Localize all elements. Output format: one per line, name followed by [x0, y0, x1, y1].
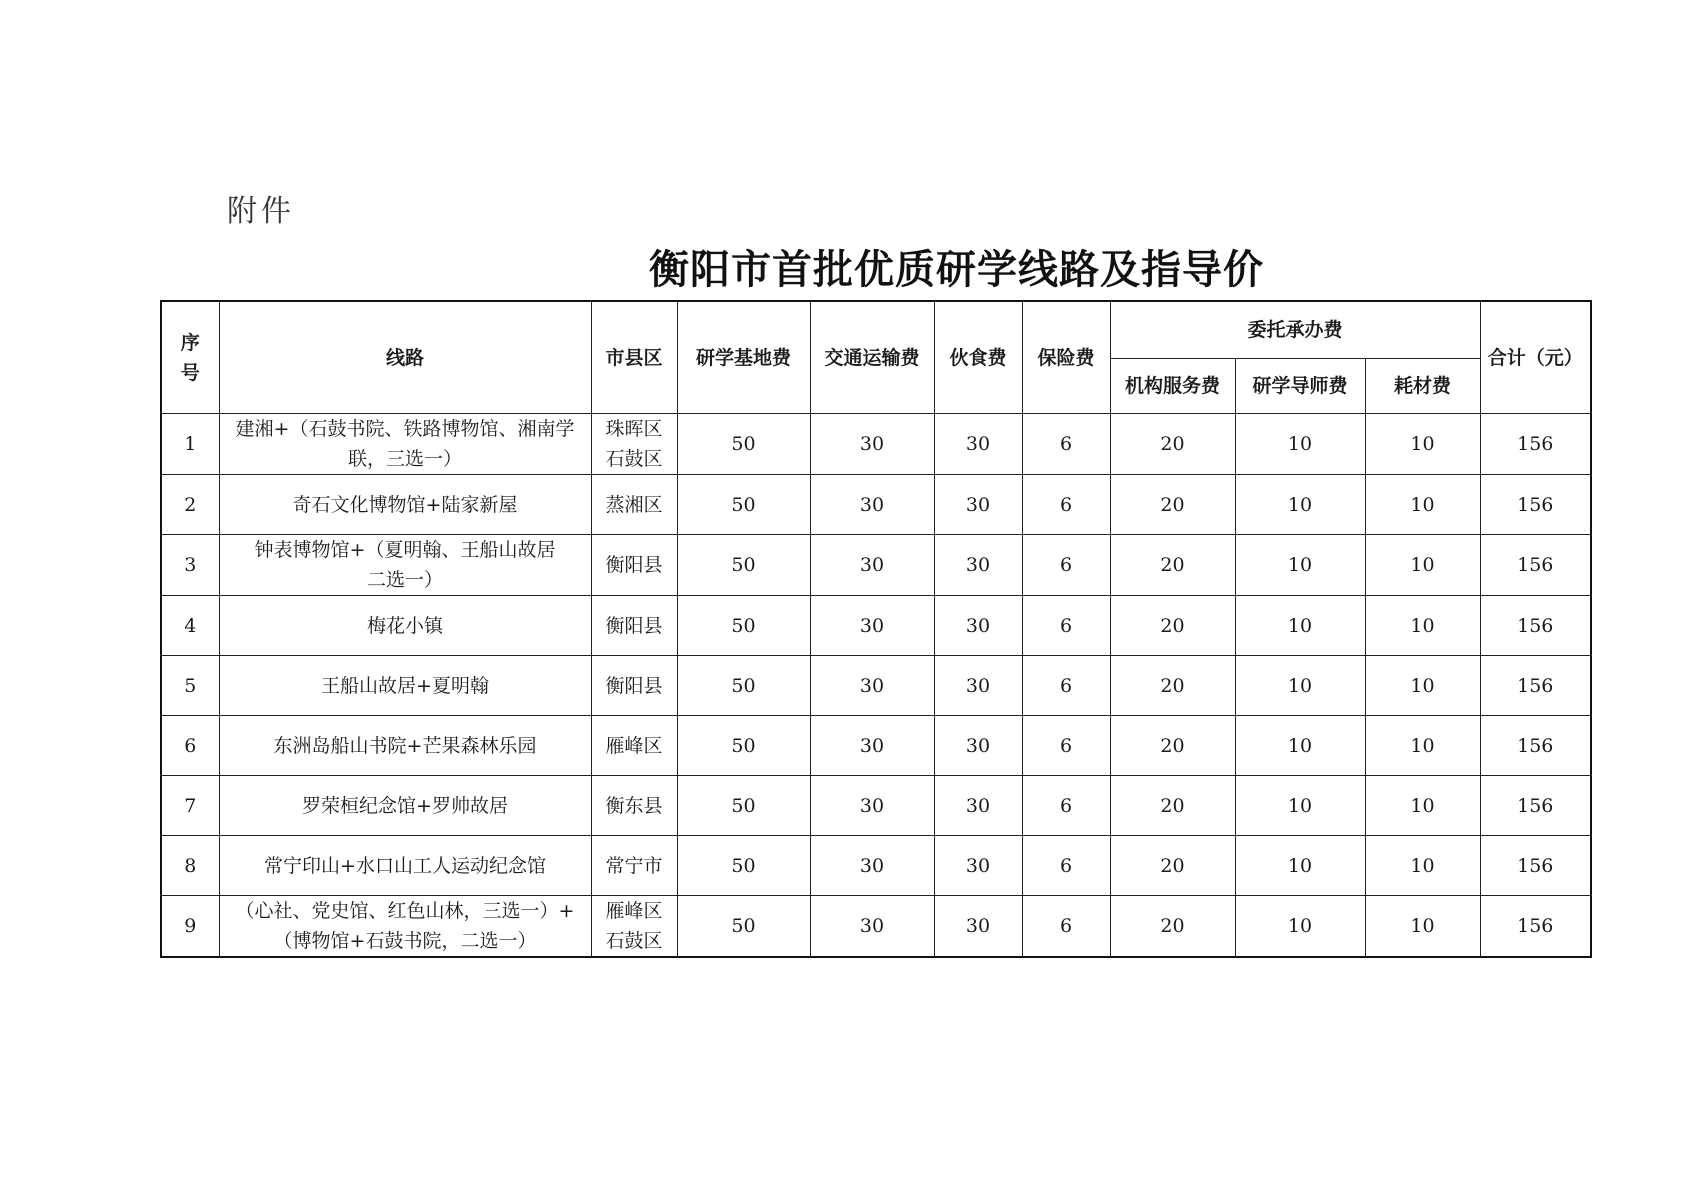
agency-fee-cell: 20	[1110, 596, 1235, 656]
tutor-fee-cell: 10	[1235, 656, 1365, 716]
meal-fee-cell: 30	[934, 596, 1022, 656]
material-fee-cell: 10	[1365, 776, 1480, 836]
total-cell: 156	[1480, 475, 1591, 535]
route-line: 罗荣桓纪念馆+罗帅故居	[302, 794, 508, 817]
route-line: 常宁印山+水口山工人运动纪念馆	[264, 854, 546, 877]
meal-fee-cell: 30	[934, 776, 1022, 836]
total-cell: 156	[1480, 414, 1591, 475]
route-cell	[219, 896, 591, 958]
route-cell	[219, 414, 591, 475]
tutor-fee-cell: 10	[1235, 535, 1365, 596]
transport-fee-cell: 30	[810, 716, 934, 776]
tutor-fee-cell: 10	[1235, 896, 1365, 958]
agency-fee-cell: 20	[1110, 716, 1235, 776]
row-no: 3	[161, 535, 219, 596]
transport-fee-cell: 30	[810, 896, 934, 958]
table-row	[161, 656, 1591, 716]
route-line: （心社、党史馆、红色山林，三选一）+	[235, 900, 575, 922]
district-line: 衡阳县	[605, 674, 663, 697]
table-row	[161, 414, 1591, 475]
route-cell	[219, 656, 591, 716]
material-fee-cell: 10	[1365, 656, 1480, 716]
route-line: 钟表博物馆+（夏明翰、王船山故居	[254, 539, 556, 561]
route-cell	[219, 836, 591, 896]
total-cell: 156	[1480, 656, 1591, 716]
header-material-fee: 耗材费	[1365, 359, 1480, 414]
header-route: 线路	[219, 301, 591, 414]
row-no: 6	[161, 716, 219, 776]
material-fee-cell: 10	[1365, 475, 1480, 535]
row-no: 7	[161, 776, 219, 836]
header-entrust-fee: 委托承办费	[1110, 301, 1480, 359]
agency-fee-cell: 20	[1110, 836, 1235, 896]
insurance-fee-cell: 6	[1022, 535, 1110, 596]
base-fee-cell: 50	[677, 414, 810, 475]
tutor-fee-cell: 10	[1235, 414, 1365, 475]
district-line: 雁峰区	[605, 734, 663, 757]
insurance-fee-cell: 6	[1022, 414, 1110, 475]
price-table	[160, 300, 1592, 958]
route-line: 奇石文化博物馆+陆家新屋	[292, 493, 518, 516]
district-line: 蒸湘区	[605, 493, 663, 516]
material-fee-cell: 10	[1365, 414, 1480, 475]
base-fee-cell: 50	[677, 776, 810, 836]
route-line: 二选一）	[366, 569, 443, 591]
base-fee-cell: 50	[677, 716, 810, 776]
agency-fee-cell: 20	[1110, 475, 1235, 535]
table-row	[161, 596, 1591, 656]
row-no: 4	[161, 596, 219, 656]
district-cell	[591, 896, 677, 958]
route-line: （博物馆+石鼓书院，二选一）	[273, 930, 537, 952]
table-row	[161, 535, 1591, 596]
meal-fee-cell: 30	[934, 896, 1022, 958]
base-fee-cell: 50	[677, 836, 810, 896]
district-cell	[591, 656, 677, 716]
route-line: 王船山故居+夏明翰	[321, 674, 489, 697]
district-line: 石鼓区	[605, 930, 663, 952]
total-cell: 156	[1480, 896, 1591, 958]
transport-fee-cell: 30	[810, 776, 934, 836]
meal-fee-cell: 30	[934, 716, 1022, 776]
agency-fee-cell: 20	[1110, 414, 1235, 475]
header-district: 市县区	[591, 301, 677, 414]
district-line: 衡阳县	[605, 554, 663, 576]
insurance-fee-cell: 6	[1022, 596, 1110, 656]
row-no: 5	[161, 656, 219, 716]
row-no: 1	[161, 414, 219, 475]
route-line: 建湘+（石鼓书院、铁路博物馆、湘南学	[235, 418, 575, 440]
base-fee-cell: 50	[677, 475, 810, 535]
header-insurance-fee: 保险费	[1022, 301, 1110, 414]
route-cell	[219, 475, 591, 535]
transport-fee-cell: 30	[810, 414, 934, 475]
header-base-fee: 研学基地费	[677, 301, 810, 414]
document-title: 衡阳市首批优质研学线路及指导价	[649, 247, 1264, 293]
route-line: 东洲岛船山书院+芒果森林乐园	[273, 734, 537, 757]
table-row	[161, 716, 1591, 776]
transport-fee-cell: 30	[810, 656, 934, 716]
district-line: 珠晖区	[605, 418, 663, 440]
district-line: 衡东县	[605, 794, 663, 817]
district-line: 衡阳县	[605, 614, 663, 637]
insurance-fee-cell: 6	[1022, 836, 1110, 896]
attachment-label: 附件	[227, 194, 295, 229]
total-cell: 156	[1480, 596, 1591, 656]
insurance-fee-cell: 6	[1022, 656, 1110, 716]
route-cell	[219, 596, 591, 656]
insurance-fee-cell: 6	[1022, 475, 1110, 535]
tutor-fee-cell: 10	[1235, 836, 1365, 896]
meal-fee-cell: 30	[934, 836, 1022, 896]
header-no: 序号	[161, 301, 219, 414]
tutor-fee-cell: 10	[1235, 475, 1365, 535]
district-line: 石鼓区	[605, 448, 663, 470]
row-no: 9	[161, 896, 219, 958]
material-fee-cell: 10	[1365, 896, 1480, 958]
row-no: 2	[161, 475, 219, 535]
route-cell	[219, 535, 591, 596]
table-row	[161, 896, 1591, 958]
district-line: 雁峰区	[605, 900, 663, 922]
table-row	[161, 776, 1591, 836]
route-cell	[219, 776, 591, 836]
meal-fee-cell: 30	[934, 656, 1022, 716]
total-cell: 156	[1480, 716, 1591, 776]
total-cell: 156	[1480, 776, 1591, 836]
header-row-1	[161, 301, 1591, 359]
tutor-fee-cell: 10	[1235, 596, 1365, 656]
route-line: 联，三选一）	[347, 448, 462, 470]
total-cell: 156	[1480, 836, 1591, 896]
tutor-fee-cell: 10	[1235, 716, 1365, 776]
insurance-fee-cell: 6	[1022, 716, 1110, 776]
base-fee-cell: 50	[677, 596, 810, 656]
base-fee-cell: 50	[677, 896, 810, 958]
district-cell	[591, 776, 677, 836]
total-cell: 156	[1480, 535, 1591, 596]
district-cell	[591, 475, 677, 535]
tutor-fee-cell: 10	[1235, 776, 1365, 836]
meal-fee-cell: 30	[934, 414, 1022, 475]
base-fee-cell: 50	[677, 656, 810, 716]
district-line: 常宁市	[605, 854, 663, 877]
table-row	[161, 475, 1591, 535]
material-fee-cell: 10	[1365, 596, 1480, 656]
insurance-fee-cell: 6	[1022, 896, 1110, 958]
district-cell	[591, 836, 677, 896]
base-fee-cell: 50	[677, 535, 810, 596]
header-agency-fee: 机构服务费	[1110, 359, 1235, 414]
row-no: 8	[161, 836, 219, 896]
transport-fee-cell: 30	[810, 596, 934, 656]
route-cell	[219, 716, 591, 776]
material-fee-cell: 10	[1365, 535, 1480, 596]
agency-fee-cell: 20	[1110, 535, 1235, 596]
header-total: 合计（元）	[1480, 301, 1591, 414]
transport-fee-cell: 30	[810, 535, 934, 596]
district-cell	[591, 596, 677, 656]
agency-fee-cell: 20	[1110, 656, 1235, 716]
table-body	[161, 414, 1591, 958]
header-transport-fee: 交通运输费	[810, 301, 934, 414]
route-line: 梅花小镇	[366, 614, 443, 637]
header-meal-fee: 伙食费	[934, 301, 1022, 414]
insurance-fee-cell: 6	[1022, 776, 1110, 836]
meal-fee-cell: 30	[934, 535, 1022, 596]
material-fee-cell: 10	[1365, 836, 1480, 896]
meal-fee-cell: 30	[934, 475, 1022, 535]
district-cell	[591, 535, 677, 596]
district-cell	[591, 414, 677, 475]
agency-fee-cell: 20	[1110, 776, 1235, 836]
table-row	[161, 836, 1591, 896]
material-fee-cell: 10	[1365, 716, 1480, 776]
district-cell	[591, 716, 677, 776]
transport-fee-cell: 30	[810, 475, 934, 535]
transport-fee-cell: 30	[810, 836, 934, 896]
header-tutor-fee: 研学导师费	[1235, 359, 1365, 414]
agency-fee-cell: 20	[1110, 896, 1235, 958]
